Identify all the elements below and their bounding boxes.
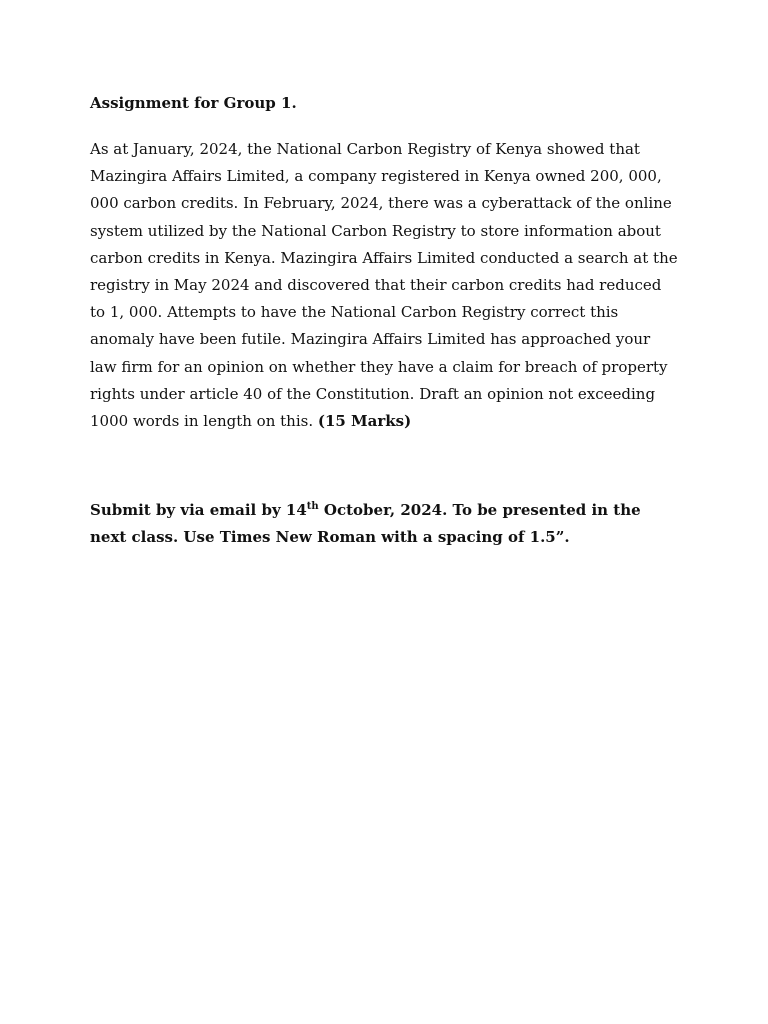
assignment-question	[90, 136, 678, 435]
submission-instructions	[90, 497, 678, 551]
submit-suffix: October, 2024. To be presented in the next class. Use Times New Roman with a spacing of 1.5”.	[90, 501, 641, 547]
assignment-heading: Assignment for Group 1.	[90, 94, 297, 112]
ordinal-superscript: th	[306, 501, 319, 513]
document-content	[90, 92, 678, 552]
submit-prefix: Submit by via email by 14	[90, 501, 307, 520]
marks-label: (15 Marks)	[317, 412, 412, 431]
question-text: As at January, 2024, the National Carbon Registry of Kenya showed that Mazingira Affairs Limited, a company registered in Kenya owned 200, 000, 000 carbon credits. In February, 2024, there was a cyberattack of the online system utilized by the National Carbon Registry to store information about carbon credits in Kenya. Mazingira Affairs Limited conducted a search at the registry in May 2024 and discovered that their carbon credits had reduced to 1, 000. Attempts to have the National Carbon Registry correct this anomaly have been futile. Mazingira Affairs Limited has approached your law firm for an opinion on whether they have a claim for breach of property rights under article 40 of the Constitution. Draft an opinion not exceeding 1000 words in length on this.	[90, 140, 678, 431]
